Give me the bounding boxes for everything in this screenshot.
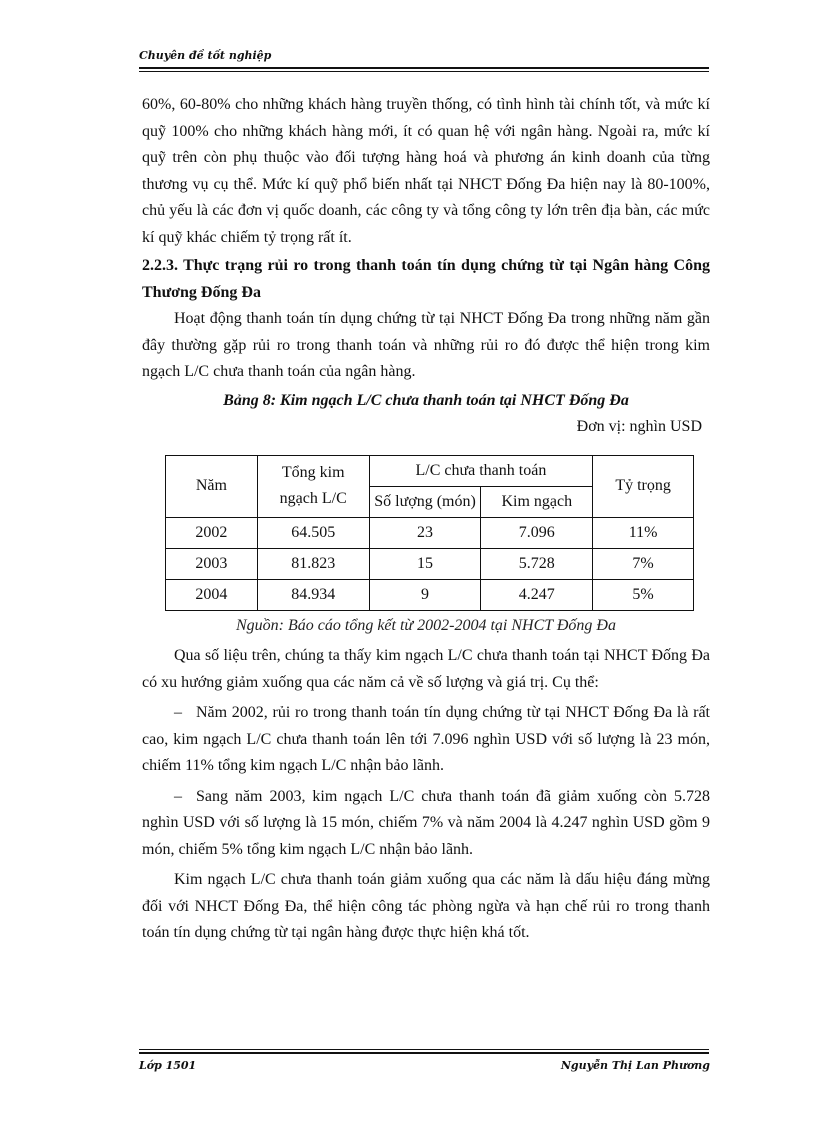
header-rule-thin [139,71,709,72]
lc-table [165,455,694,611]
table-header-row [166,455,694,486]
cell-quantity: 23 [369,517,481,548]
bullet-text: Sang năm 2003, kim ngạch L/C chưa thanh toán đã giảm xuống còn 5.728 nghìn USD với số lượng là 15 món, chiếm 7% và năm 2004 là 4.247 nghìn USD gồm 9 món, chiếm 5% tổng kim ngạch L/C nhận bảo lãnh. [142,787,710,858]
cell-year: 2004 [166,579,258,610]
cell-year: 2002 [166,517,258,548]
cell-amount: 4.247 [481,579,593,610]
table-row [166,548,694,579]
paragraph-intro: 60%, 60-80% cho những khách hàng truyền thống, có tình hình tài chính tốt, và mức kí quỹ 100% cho những khách hàng mới, ít có quan hệ với ngân hàng. Ngoài ra, mức kí quỹ trên còn phụ thuộc vào đối tượng hàng hoá và phương án kinh doanh của từng thương vụ cụ thể. Mức kí quỹ phổ biến nhất tại NHCT Đống Đa hiện nay là 80-100%, chủ yếu là các đơn vị quốc doanh, các công ty và tổng công ty lớn trên địa bàn, các mức kí quỹ khác chiếm tỷ trọng rất ít. [142,96,710,246]
cell-ratio: 7% [593,548,694,579]
cell-total: 84.934 [257,579,369,610]
header-year: Năm [166,455,258,517]
paragraph-section: Hoạt động thanh toán tín dụng chứng từ tại NHCT Đống Đa trong những năm gần đây thường gặp rủi ro trong thanh toán và những rủi ro đó được thể hiện trong kim ngạch L/C chưa thanh toán của ngân hàng. [142,310,710,380]
cell-total: 81.823 [257,548,369,579]
bullet-item [142,784,710,864]
table-row [166,517,694,548]
footer-class-label: Lớp 1501 [139,1059,197,1072]
page-content [142,92,710,947]
cell-quantity: 15 [369,548,481,579]
bullet-dash: – [174,704,182,721]
table-source: Nguồn: Báo cáo tổng kết từ 2002-2004 tại NHCT Đống Đa [236,616,616,634]
header-unpaid-group: L/C chưa thanh toán [369,455,593,486]
header-rule-thick [139,67,709,69]
footer-rule-thick [139,1052,709,1054]
header-ratio: Tỷ trọng [593,455,694,517]
paragraph-analysis: Qua số liệu trên, chúng ta thấy kim ngạch L/C chưa thanh toán tại NHCT Đống Đa có xu hướng giảm xuống qua các năm cả về số lượng và giá trị. Cụ thể: [142,647,710,691]
cell-ratio: 11% [593,517,694,548]
cell-amount: 5.728 [481,548,593,579]
table-row [166,579,694,610]
cell-total: 64.505 [257,517,369,548]
paragraph-conclusion: Kim ngạch L/C chưa thanh toán giảm xuống qua các năm là dấu hiệu đáng mừng đối với NHCT Đống Đa, thể hiện công tác phòng ngừa và hạn chế rủi ro trong thanh toán tín dụng chứng từ tại ngân hàng được thực hiện khá tốt. [142,871,710,941]
section-heading: 2.2.3. Thực trạng rủi ro trong thanh toán tín dụng chứng từ tại Ngân hàng Công Thương Đống Đa [142,257,710,301]
table-unit: Đơn vị: nghìn USD [576,418,702,435]
header-quantity: Số lượng (món) [369,486,481,517]
cell-amount: 7.096 [481,517,593,548]
footer-rule-thin [139,1049,709,1050]
header-amount: Kim ngạch [481,486,593,517]
header-total: Tổng kim ngạch L/C [257,455,369,517]
bullet-text: Năm 2002, rủi ro trong thanh toán tín dụng chứng từ tại NHCT Đống Đa là rất cao, kim ngạch L/C chưa thanh toán lên tới 7.096 nghìn USD với số lượng là 23 món, chiếm 11% tổng kim ngạch L/C nhận bảo lãnh. [142,704,710,774]
footer-author: Nguyễn Thị Lan Phương [560,1059,710,1072]
page-header-title: Chuyên đề tốt nghiệp [139,49,272,62]
table-caption: Bảng 8: Kim ngạch L/C chưa thanh toán tại NHCT Đống Đa [223,391,629,409]
cell-ratio: 5% [593,579,694,610]
bullet-item [142,700,710,780]
cell-year: 2003 [166,548,258,579]
cell-quantity: 9 [369,579,481,610]
bullet-dash: – [174,787,182,805]
